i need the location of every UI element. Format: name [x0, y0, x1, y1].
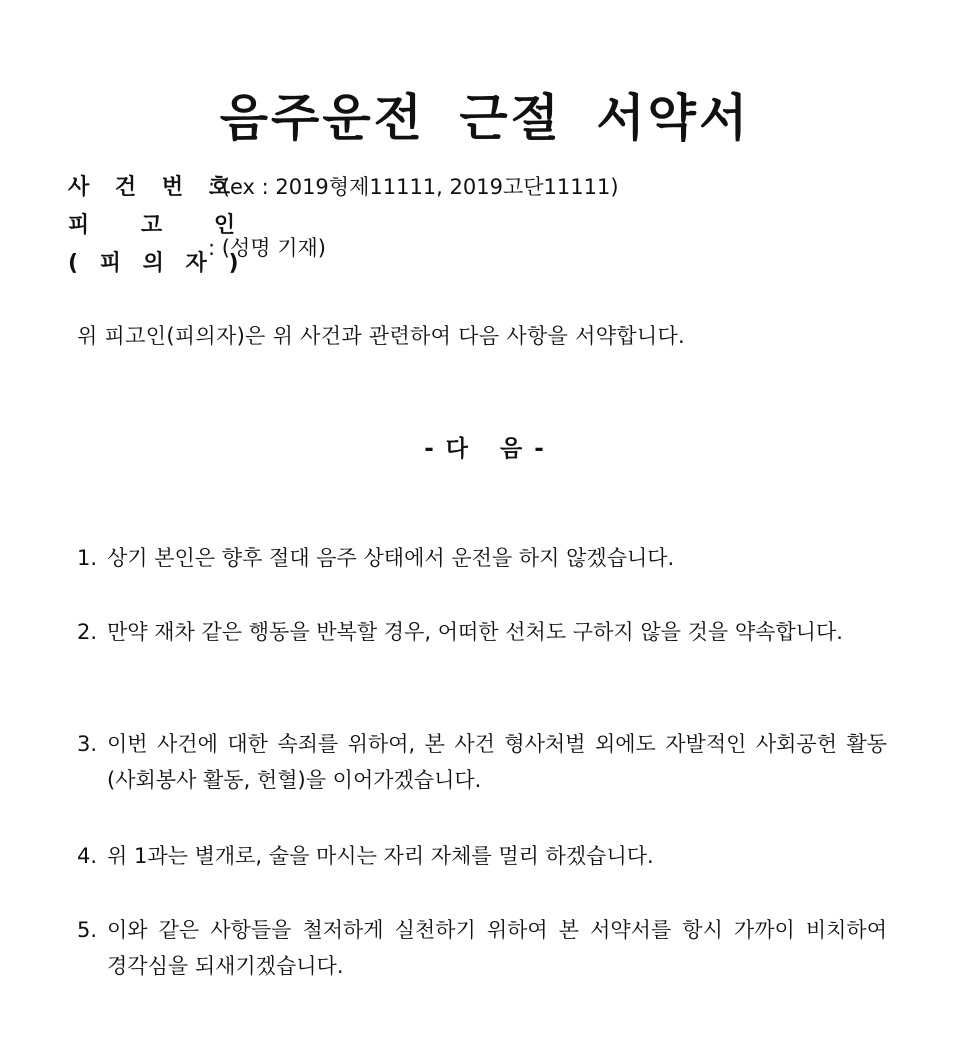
pledge-item [77, 614, 887, 650]
pledge-item [77, 726, 887, 798]
pledge-item-text: 이와 같은 사항들을 철저하게 실천하기 위하여 본 서약서를 항시 가까이 비치하여 경각심을 되새기겠습니다. [107, 918, 887, 978]
pledge-item-text: 위 1과는 별개로, 술을 마시는 자리 자체를 멀리 하겠습니다. [107, 844, 654, 868]
pledge-item-number: 2. [77, 620, 98, 644]
pledge-item-number: 3. [77, 732, 98, 756]
intro-statement: 위 피고인(피의자)은 위 사건과 관련하여 다음 사항을 서약합니다. [77, 324, 686, 348]
pledge-item-number: 5. [77, 918, 98, 942]
pledge-item [77, 912, 887, 984]
pledge-item-text: 만약 재차 같은 행동을 반복할 경우, 어떠한 선처도 구하지 않을 것을 약속합니다. [107, 620, 843, 644]
pledge-item-text: 상기 본인은 향후 절대 음주 상태에서 운전을 하지 않겠습니다. [107, 546, 675, 570]
defendant-label: 피 고 인 [68, 213, 258, 238]
pledge-item-text: 이번 사건에 대한 속죄를 위하여, 본 사건 형사처벌 외에도 자발적인 사회공헌 활동(사회봉사 활동, 헌혈)을 이어가겠습니다. [107, 732, 887, 792]
document-title: 음주운전 근절 서약서 [219, 89, 751, 147]
case-number-value: : (ex : 2019형제11111, 2019고단11111) [208, 175, 619, 199]
pledge-item-number: 1. [77, 546, 98, 570]
pledge-item [77, 540, 887, 576]
suspect-label: ( 피 의 자 ) [68, 251, 246, 276]
pledge-item-number: 4. [77, 844, 98, 868]
pledge-item [77, 838, 887, 874]
defendant-name-value: : (성명 기재) [208, 236, 326, 260]
section-heading: - 다 음 - [424, 436, 546, 462]
case-number-label: 사 건 번 호 [68, 175, 239, 200]
